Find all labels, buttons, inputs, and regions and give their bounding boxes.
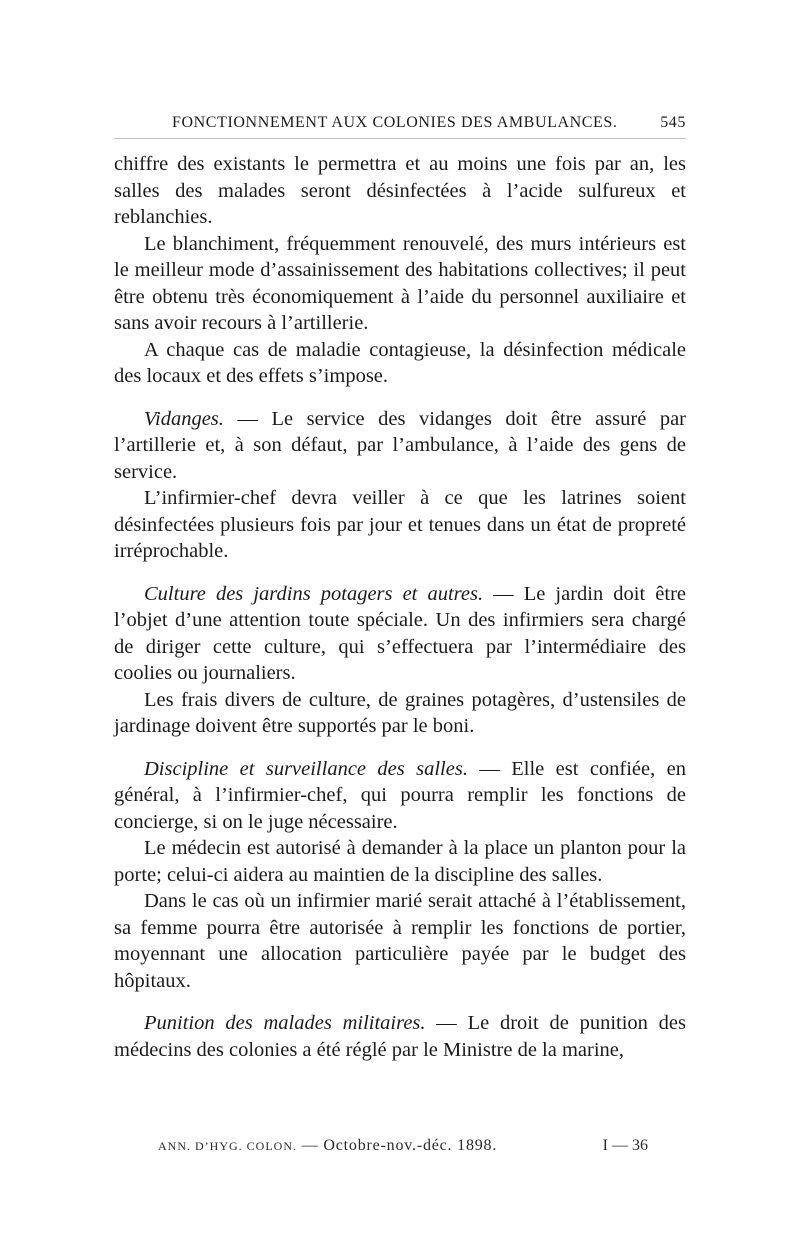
running-title: FONCTIONNEMENT AUX COLONIES DES AMBULANCES.	[172, 114, 618, 131]
section-heading: Culture des jardins potagers et autres.	[144, 582, 484, 605]
section-culture	[114, 581, 686, 687]
paragraph: Le médecin est autorisé à demander à la place un planton pour la porte; celui-ci aidera au maintien de la discipline des salles.	[114, 837, 686, 886]
section-text: — Le droit de punition des médecins des colonies a été réglé par le Ministre de la marine,	[114, 1012, 686, 1061]
section-heading: Discipline et surveillance des salles.	[144, 757, 468, 780]
section-text: — Elle est confiée, en général, à l’infirmier-chef, qui pourra remplir les fonctions de concierge, si on le juge nécessaire.	[114, 757, 686, 833]
section-discipline	[114, 756, 686, 836]
section-text: — Le service des vidanges doit être assuré par l’artillerie et, à son défaut, par l’ambulance, à l’aide des gens de service.	[114, 407, 686, 483]
paragraph: Les frais divers de culture, de graines potagères, d’ustensiles de jardinage doivent être supportés par le boni.	[114, 688, 686, 737]
sheet-signature: I — 36	[602, 1137, 648, 1154]
section-text: — Le jardin doit être l’objet d’une attention toute spéciale. Un des infirmiers sera chargé de diriger cette culture, qui s’effectuera par l’intermédiaire des coolies ou journaliers.	[114, 582, 686, 684]
running-head	[114, 108, 686, 139]
paragraph: L’infirmier-chef devra veiller à ce que les latrines soient désinfectées plusieurs fois par jour et tenues dans un état de propreté irréprochable.	[114, 487, 686, 562]
section-punition	[114, 1010, 686, 1063]
journal-signature	[158, 1137, 497, 1155]
paragraph: Le blanchiment, fréquemment renouvelé, des murs intérieurs est le meilleur mode d’assainissement des habitations collectives; il peut être obtenu très économiquement à l’aide du personnel auxiliaire et sans avoir recours à l’artillerie.	[114, 232, 686, 334]
paragraph: Dans le cas où un infirmier marié serait attaché à l’établissement, sa femme pourra être autorisée à remplir les fonctions de portier, moyennant une allocation particulière payée par le budget des hôpitaux.	[114, 890, 686, 992]
body-text	[114, 151, 686, 1063]
section-heading: Punition des malades militaires.	[144, 1012, 426, 1034]
page-number: 545	[660, 114, 686, 131]
section-vidanges	[114, 406, 686, 486]
paragraph: A chaque cas de maladie contagieuse, la désinfection médicale des locaux et des effets s’impose.	[114, 338, 686, 387]
page	[114, 108, 686, 1063]
journal-abbreviation: ANN. D’HYG. COLON.	[158, 1139, 297, 1153]
section-heading: Vidanges.	[144, 407, 224, 430]
journal-issue: — Octobre-nov.-déc. 1898.	[297, 1137, 498, 1154]
paragraph: chiffre des existants le permettra et au moins une fois par an, les salles des malades seront désinfectées à l’acide sulfureux et reblanchies.	[114, 153, 686, 228]
